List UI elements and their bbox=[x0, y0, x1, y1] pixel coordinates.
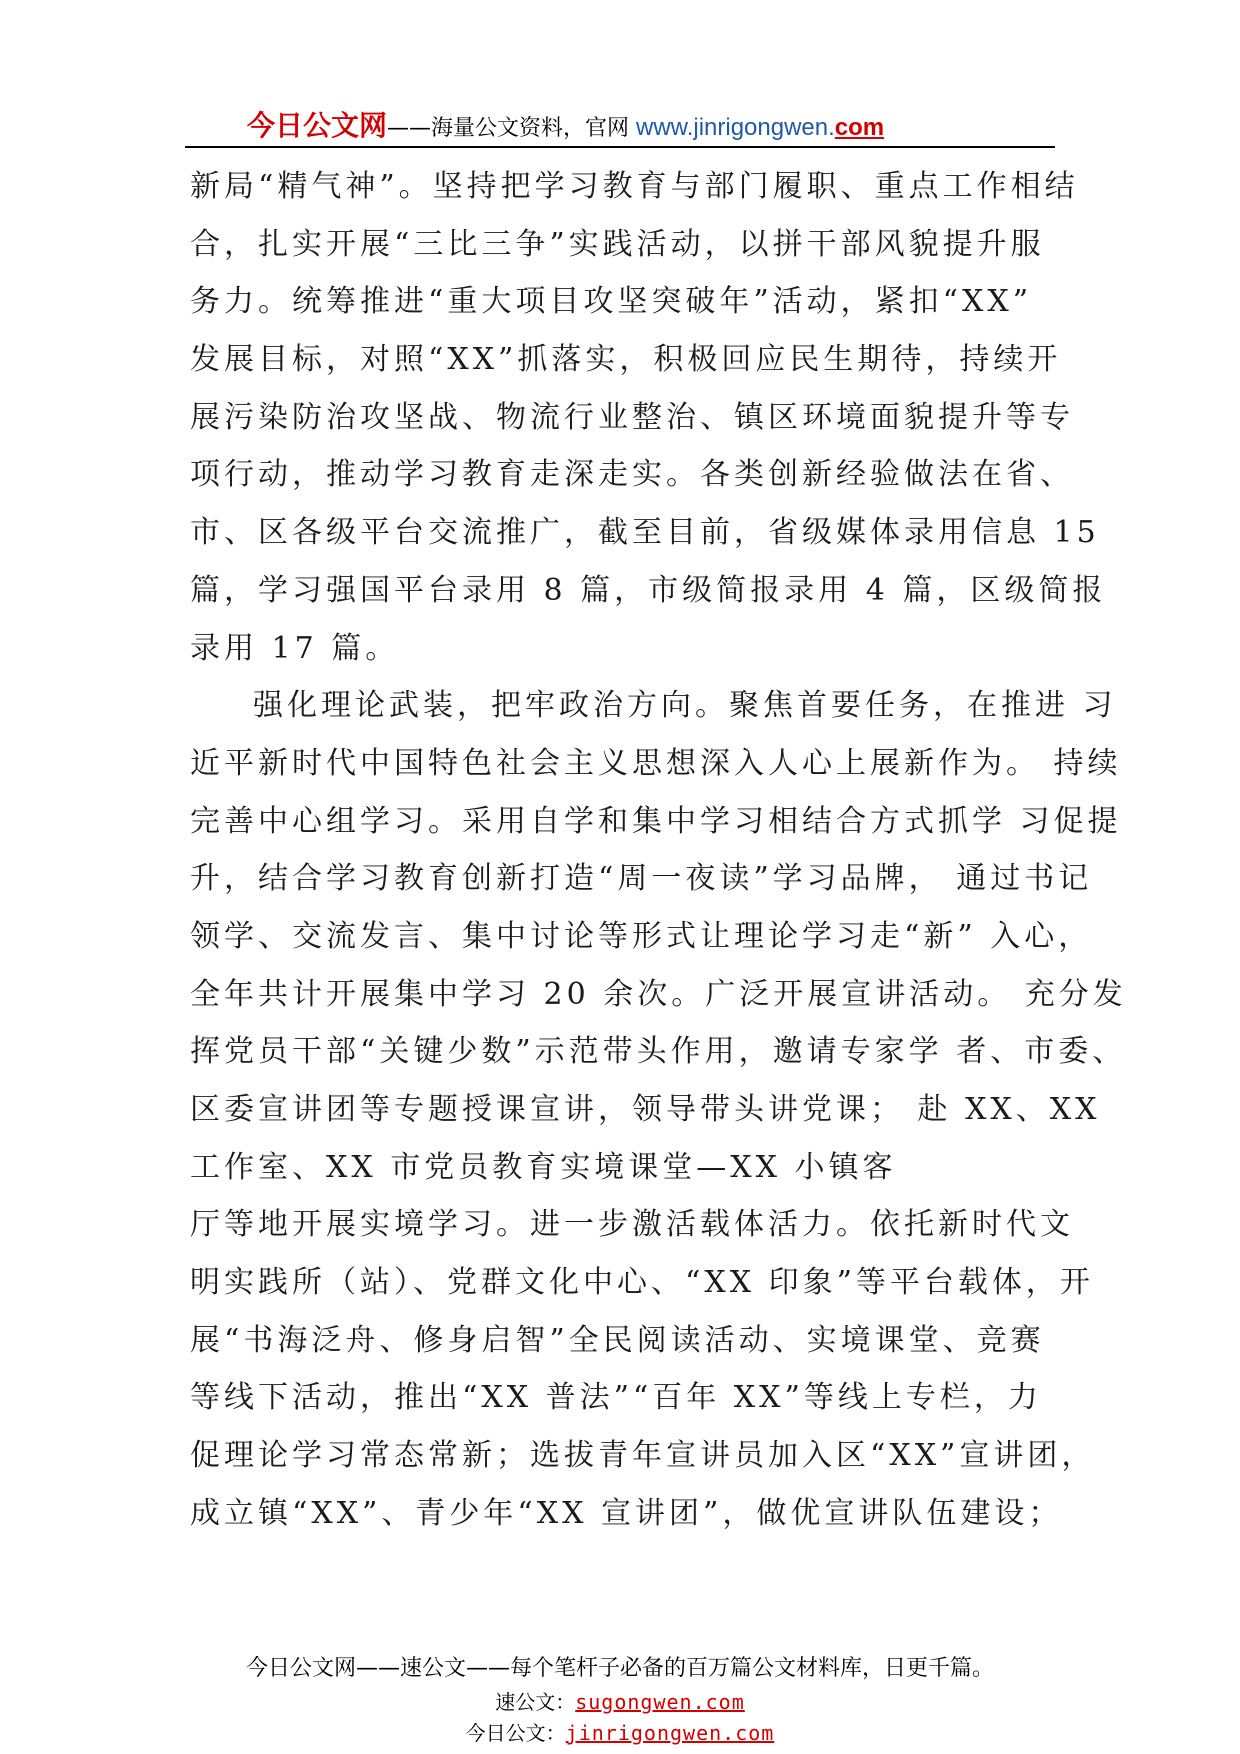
text-line: 项行动，推动学习教育走深走实。各类创新经验做法在省、 bbox=[190, 457, 1074, 493]
header-url[interactable]: www.jinrigongwen. bbox=[636, 114, 835, 141]
text-line: 促理论学习常态常新；选拔青年宣讲员加入区“XX”宣讲团， bbox=[190, 1438, 1096, 1474]
text-line: 工作室、XX 市党员教育实境课堂—XX 小镇客 bbox=[190, 1149, 897, 1185]
text-line: 厅等地开展实境学习。进一步激活载体活力。依托新时代文 bbox=[190, 1207, 1074, 1243]
text-line: 务力。统筹推进“重大项目攻坚突破年”活动，紧扣“XX” bbox=[190, 284, 1033, 320]
page-header bbox=[185, 100, 1055, 148]
text-line: 篇，学习强国平台录用 8 篇，市级简报录用 4 篇，区级简报 bbox=[190, 572, 1107, 608]
text-line: 合，扎实开展“三比三争”实践活动，以拼干部风貌提升服 bbox=[190, 226, 1045, 262]
text-line: 发展目标，对照“XX”抓落实，积极回应民生期待，持续开 bbox=[190, 342, 1062, 378]
text-line: 明实践所（站）、党群文化中心、“XX 印象”等平台载体，开 bbox=[190, 1265, 1094, 1301]
text-line: 录用 17 篇。 bbox=[190, 630, 400, 666]
text-line: 挥党员干部“关键少数”示范带头作用，邀请专家学 者、市委、 bbox=[190, 1034, 1127, 1070]
text-line: 等线下活动，推出“XX 普法”“百年 XX”等线上专栏，力 bbox=[190, 1380, 1042, 1416]
footer-link-jinrigongwen bbox=[0, 1717, 1240, 1746]
sugongwen-link[interactable]: sugongwen.com bbox=[575, 1690, 745, 1714]
text-line: 展“书海泛舟、修身启智”全民阅读活动、实境课堂、竞赛 bbox=[190, 1322, 1045, 1358]
document-body bbox=[190, 158, 1127, 1543]
text-line: 近平新时代中国特色社会主义思想深入人心上展新作为。 持续 bbox=[190, 745, 1122, 781]
text-line: 全年共计开展集中学习 20 余次。广泛开展宣讲活动。 充分发 bbox=[190, 976, 1127, 1012]
footer-link-sugongwen bbox=[0, 1686, 1240, 1715]
header-divider bbox=[185, 146, 1055, 148]
header-text bbox=[247, 104, 884, 144]
text-line: 完善中心组学习。采用自学和集中学习相结合方式抓学 习促提 bbox=[190, 803, 1122, 839]
footer-link-label: 今日公文： bbox=[465, 1721, 566, 1745]
text-line: 成立镇“XX”、青少年“XX 宣讲团”，做优宣讲队伍建设； bbox=[190, 1495, 1063, 1531]
header-brand: 今日公文网 bbox=[247, 109, 388, 142]
text-line: 强化理论武装，把牢政治方向。聚焦首要任务，在推进 习 bbox=[253, 688, 1117, 724]
text-line: 展污染防治攻坚战、物流行业整治、镇区环境面貌提升等专 bbox=[190, 399, 1074, 435]
text-line: 区委宣讲团等专题授课宣讲，领导带头讲党课； 赴 XX、XX bbox=[190, 1092, 1101, 1127]
footer-link-label: 速公文： bbox=[495, 1690, 576, 1714]
footer-slogan: 今日公文网——速公文——每个笔杆子必备的百万篇公文材料库，日更千篇。 bbox=[245, 1656, 994, 1681]
text-line: 新局“精气神”。坚持把学习教育与部门履职、重点工作相结 bbox=[190, 169, 1079, 204]
header-url-tail[interactable]: com bbox=[834, 114, 885, 141]
jinrigongwen-link[interactable]: jinrigongwen.com bbox=[565, 1721, 775, 1745]
header-tagline: ——海量公文资料，官网 bbox=[387, 116, 637, 141]
text-line: 市、区各级平台交流推广，截至目前，省级媒体录用信息 15 bbox=[190, 515, 1100, 551]
text-line: 领学、交流发言、集中讨论等形式让理论学习走“新” 入心， bbox=[190, 918, 1093, 954]
text-line: 升，结合学习教育创新打造“周一夜读”学习品牌， 通过书记 bbox=[190, 861, 1093, 897]
